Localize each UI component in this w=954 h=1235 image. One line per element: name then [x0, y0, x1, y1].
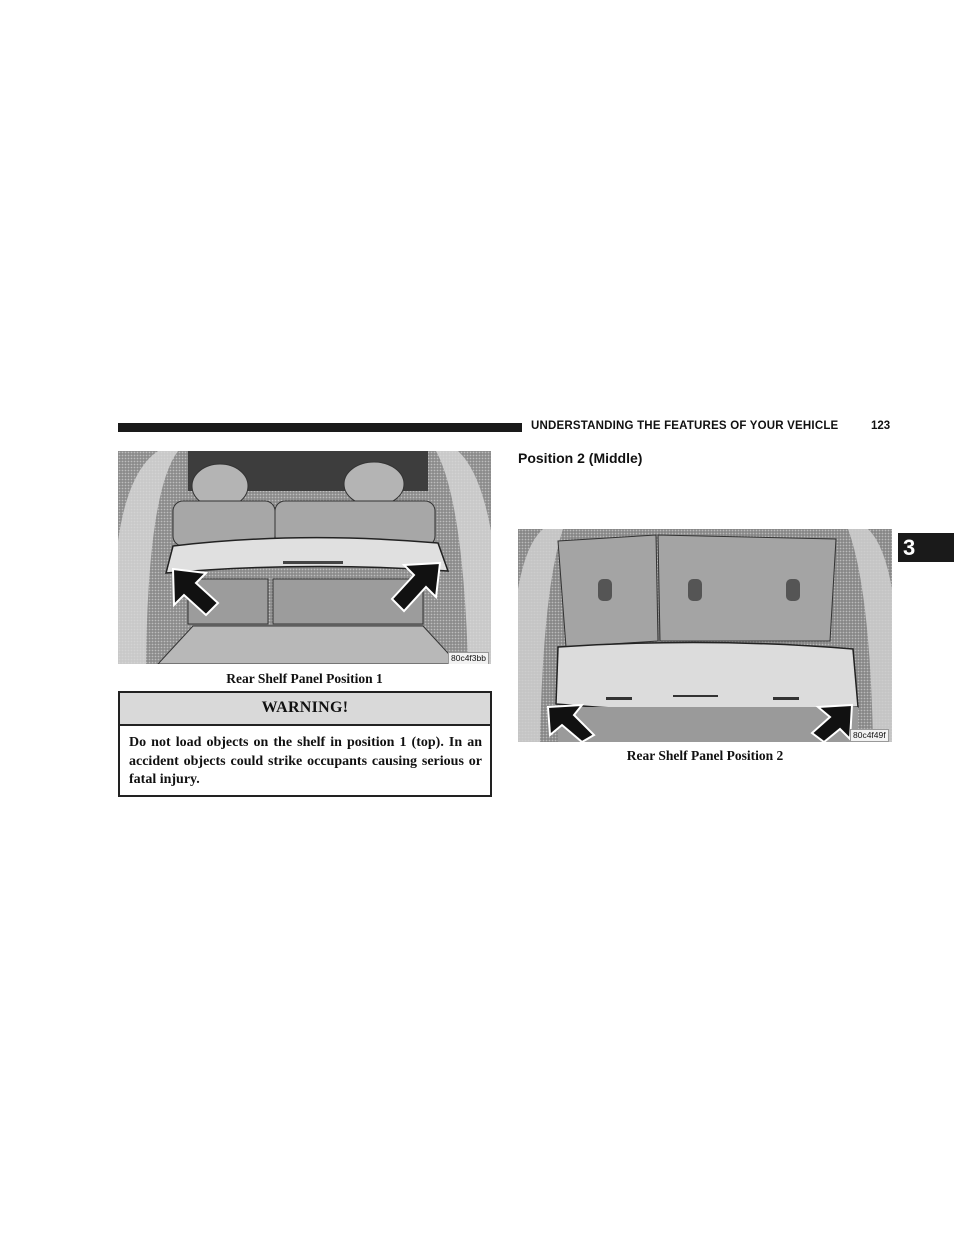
warning-title: WARNING!	[120, 693, 490, 726]
warning-box	[118, 691, 492, 797]
section-heading: Position 2 (Middle)	[518, 450, 643, 466]
image-code-label: 80c4f3bb	[448, 652, 489, 664]
rear-shelf-position-1-photo	[118, 451, 491, 664]
running-header-title: UNDERSTANDING THE FEATURES OF YOUR VEHICLE	[531, 420, 839, 432]
warning-text: Do not load objects on the shelf in position 1 (top). In an accident objects could strike occupants causing serious or fatal injury.	[129, 735, 482, 787]
page-number: 123	[871, 420, 891, 432]
figure-2-caption: Rear Shelf Panel Position 2	[626, 748, 784, 763]
image-code-label: 80c4f49f	[850, 729, 889, 742]
figure-1-caption: Rear Shelf Panel Position 1	[226, 671, 383, 686]
chapter-tab: 3	[898, 533, 954, 562]
header-rule	[118, 423, 522, 432]
rear-shelf-position-2-photo	[518, 529, 892, 742]
